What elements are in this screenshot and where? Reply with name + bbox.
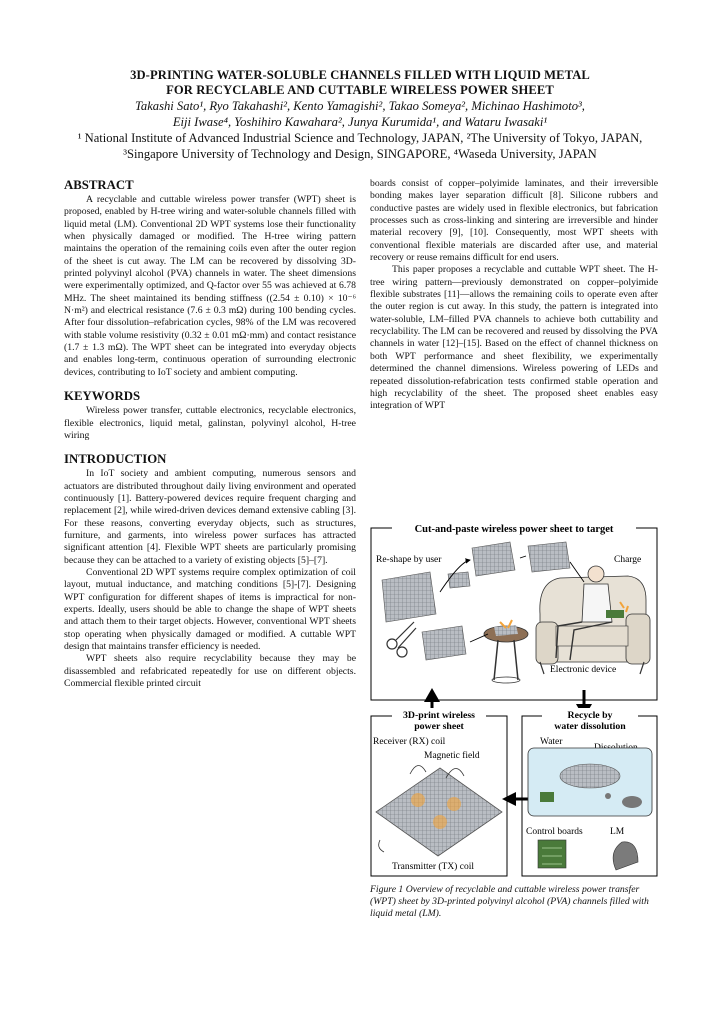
control-boards-label: Control boards [526, 827, 583, 837]
intro-paragraph-1: In IoT society and ambient computing, numerous sensors and actuators are distributed throughout daily living environment and operated continuously [1]. Battery-powered devices require frequent charging and replacement [2], while wired-driven devices demand extensive cabling [3]. For these reasons, converting everyday objects, such as structures, furniture, and garments, into wireless power surfaces has attracted significant attention [4]. Flexible WPT sheets are particularly promising because they can be attached to a variety of existing objects [5]–[7]. [64, 468, 356, 566]
recycle-panel-title-line-1: Recycle by [567, 710, 613, 721]
print-panel-title-line-1: 3D-print wireless [403, 710, 475, 721]
liquid-metal-icon [613, 842, 638, 870]
abstract-heading: ABSTRACT [64, 178, 134, 192]
right-column [370, 178, 658, 413]
up-arrow-icon [424, 688, 440, 702]
charge-label: Charge [614, 555, 642, 565]
water-label: Water [540, 737, 563, 747]
right-paragraph-2: This paper proposes a recyclable and cuttable WPT sheet. The H-tree wiring pattern—previously demonstrated on copper–polyimide flexible substrates [11]—allows the remaining coils to operate even after the outer region is cut away. In this study, the pattern is integrated into water-soluble, LM–filled PVA channels to achieve both cuttability and recyclability. The LM can be recovered and reused by dissolving the PVA channels in water [12]–[15]. Based on the effect of channel thickness on both WPT performance and sheet flexibility, we experimentally determined the channel dimensions. Wireless powering of LEDs and repeated dissolution-refabrication tests confirmed stable operation and high recyclability of the sheet. The proposed sheet enables easy integration of WPT [370, 264, 658, 412]
authors-line-2: Eiji Iwase⁴, Yoshihiro Kawahara², Junya Kurumida¹, and Wataru Iwasaki¹ [172, 115, 548, 129]
paper-header [40, 68, 680, 162]
figure-1-caption: Figure 1 Overview of recyclable and cuttable wireless power transfer (WPT) sheet by 3D-printed polyvinyl alcohol (PVA) channels filled with liquid metal (LM). [370, 884, 649, 919]
recycle-panel-title-line-2: water dissolution [554, 721, 626, 732]
top-panel-title: Cut-and-paste wireless power sheet to target [414, 524, 614, 535]
keywords-heading: KEYWORDS [64, 389, 141, 404]
figure-1 [370, 522, 658, 878]
intro-paragraph-3: WPT sheets also require recyclability because they may be disassembled and refabricated repeatedly for use on different objects. Commercial flexible printed circuit [64, 653, 356, 690]
introduction-heading: INTRODUCTION [64, 452, 167, 467]
print-panel-title-line-2: power sheet [414, 721, 464, 732]
tx-coil-label: Transmitter (TX) coil [392, 862, 474, 872]
right-paragraph-1: boards consist of copper–polyimide laminates, and their irreversible bonding makes layer separation difficult [8]. Silicone rubbers and conductive pastes are widely used in flexible electronics, but fabrication processes such as cross-linking and sintering are irreversible and hinder material recovery [9], [10]. Consequently, most WPT sheets with conventional flexible materials are discarded after use, and material recovery or reuse remains difficult for end users. [370, 178, 658, 264]
affiliations-line-1: ¹ National Institute of Advanced Industrial Science and Technology, JAPAN, ²The University of Tokyo, JAPAN, [77, 131, 643, 145]
figure-1-illustration [370, 522, 658, 878]
table-icon [484, 620, 528, 683]
electronic-device-label: Electronic device [550, 665, 617, 675]
reshape-label: Re-shape by user [376, 555, 442, 565]
left-column [64, 178, 356, 690]
left-arrow-icon [502, 792, 516, 806]
control-board-icon [538, 840, 566, 868]
paper-title-line-2: FOR RECYCLABLE AND CUTTABLE WIRELESS POWER SHEET [166, 83, 554, 97]
scissors-icon [387, 622, 416, 657]
h-tree-sheet-icon [376, 765, 502, 856]
magnetic-field-label: Magnetic field [424, 751, 480, 761]
paper-title-line-1: 3D-PRINTING WATER-SOLUBLE CHANNELS FILLED WITH LIQUID METAL [130, 68, 590, 82]
water-tank-icon [528, 748, 652, 816]
rx-coil-label: Receiver (RX) coil [373, 737, 446, 747]
authors-line-1: Takashi Sato¹, Ryo Takahashi², Kento Yamagishi², Takao Someya², Michinao Hashimoto³, [135, 99, 585, 113]
abstract-text: A recyclable and cuttable wireless power transfer (WPT) sheet is proposed, enabled by H-tree wiring and water-soluble channels filled with liquid metal (LM). Conventional 2D WPT systems lose their functionality when physically damaged or modified. The H-tree wiring pattern maintains the operation of the remaining coils even after the outer region of the sheet is cut away. The LM can be recovered by dissolving 3D-printed polyvinyl alcohol (PVA) channels in water. The sheet dimensions were experimentally optimized, and Q-factor over 55 was achieved at 6.78 MHz. The sheet maintained its bending stiffness ((2.54 ± 0.10) × 10⁻⁶ N·m²) and electrical resistance (7.6 ± 0.3 mΩ) during 100 bending cycles. After four dissolution–refabrication cycles, 98% of the LM was recovered with stable volume resistivity (0.32 ± 0.01 mΩ·mm) and contact resistance (1.7 ± 1.3 mΩ). The WPT sheet can be integrated into everyday objects and enables long-term, continuous operation of surrounding electronic devices, contributing to IoT society and ambient computing. [64, 194, 356, 378]
intro-paragraph-2: Conventional 2D WPT systems require complex optimization of coil layout, mutual inductance, and matching conditions [5]-[7]. Designing WPT configuration for different shapes of items is impractical for non-experts. Ideally, users should be able to change the shape of WPT sheets and attach them to their target objects. However, conventional WPT sheets stop operating when physically damaged or modified. A cuttable WPT design that maintains transfer efficiency is needed. [64, 566, 356, 652]
keywords-text: Wireless power transfer, cuttable electronics, recyclable electronics, flexible electronics, liquid metal, galinstan, polyvinyl alcohol, H-tree wiring [64, 405, 356, 441]
lm-label: LM [610, 827, 625, 837]
affiliations-line-2: ³Singapore University of Technology and Design, SINGAPORE, ⁴Waseda University, JAPAN [123, 147, 597, 161]
